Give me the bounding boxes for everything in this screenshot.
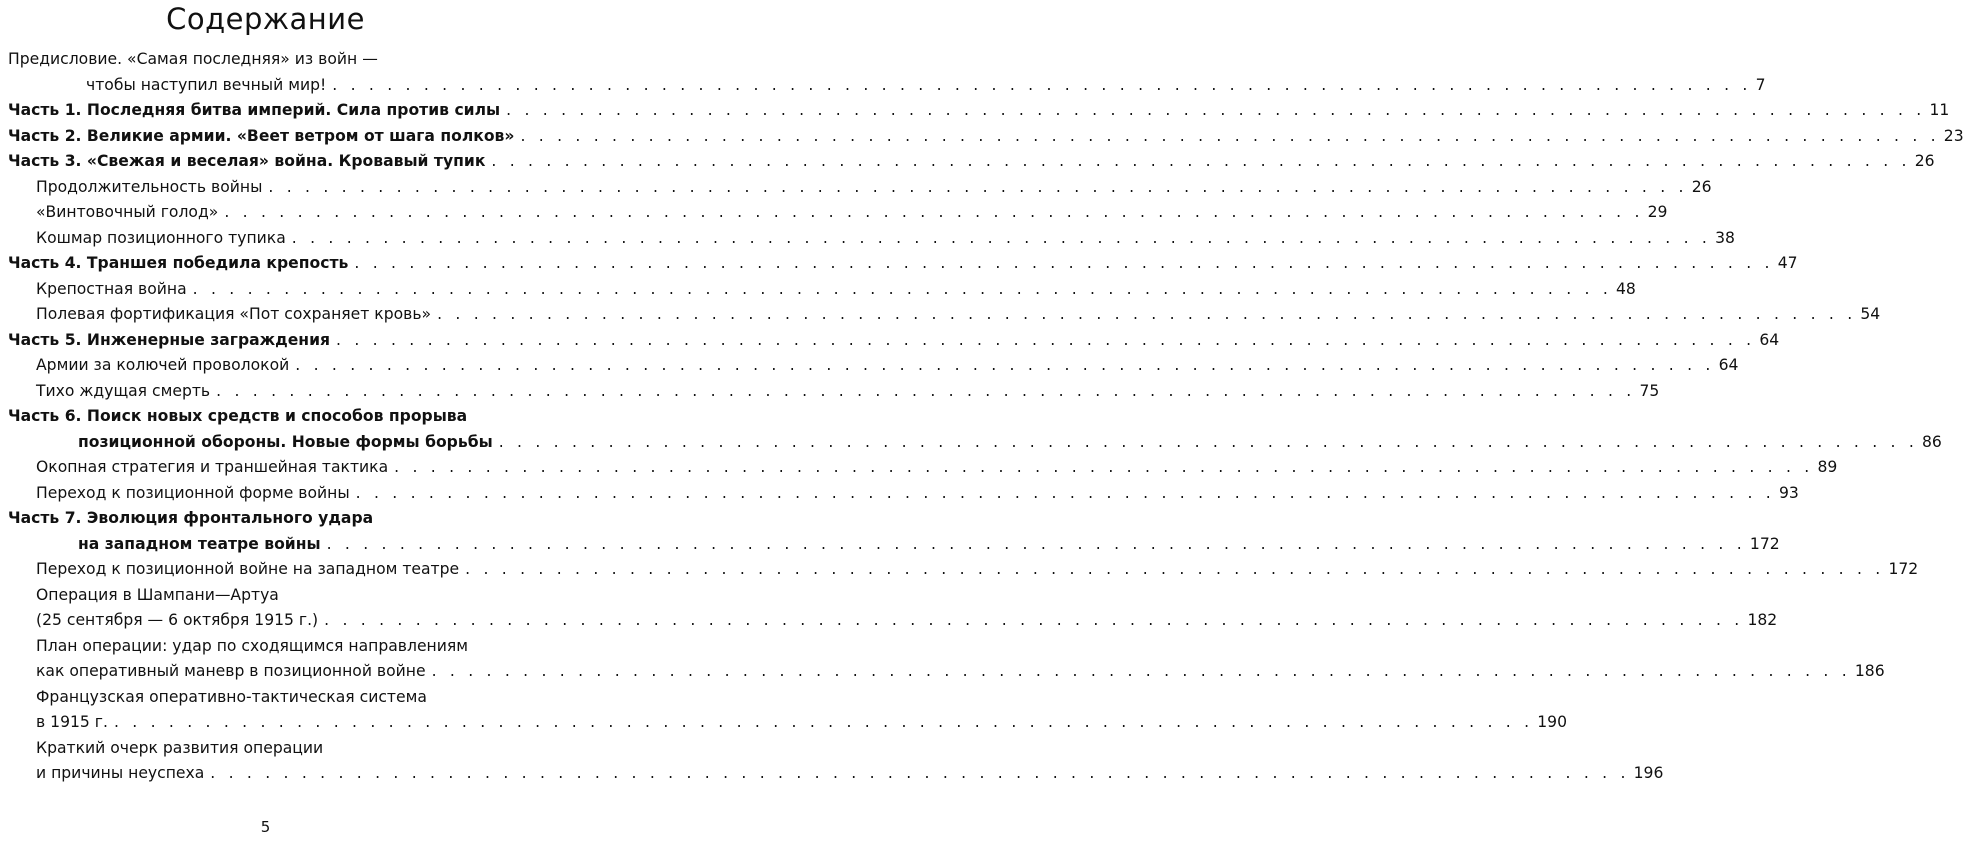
- toc-line: [8, 481, 1799, 507]
- toc-entry-title: Часть 5. Инженерные заграждения: [8, 330, 331, 349]
- toc-entry-part-2[interactable]: [8, 124, 1964, 150]
- toc-page-number: 89: [1817, 458, 1838, 476]
- toc-entry-title: Часть 2. Великие армии. «Веет ветром от шага полков»: [8, 126, 515, 145]
- toc-page-number: 26: [1691, 177, 1712, 196]
- toc-line: [8, 659, 1885, 685]
- toc-line: [8, 226, 1735, 252]
- toc-subentry-title: Французская оперативно-тактическая система: [36, 687, 427, 706]
- toc-subentry[interactable]: [8, 557, 1919, 583]
- toc-line: [8, 175, 1712, 201]
- toc-page-number: 186: [1854, 662, 1885, 680]
- table-of-contents: [8, 47, 1964, 787]
- toc-page-number: 190: [1537, 713, 1568, 731]
- toc-entry-title: Часть 7. Эволюция фронтального удара: [8, 509, 374, 527]
- toc-line: [8, 124, 1964, 150]
- dot-leader: [336, 328, 1755, 354]
- toc-line: [8, 328, 1780, 354]
- dot-leader: [356, 481, 1775, 507]
- toc-entry-part-6[interactable]: [8, 404, 1942, 455]
- toc-line: [8, 353, 1739, 379]
- toc-entry-title: Часть 3. «Свежая и веселая» война. Кровавый тупик: [8, 152, 486, 170]
- toc-subentry-title-cont: как оперативный маневр в позиционной войне: [36, 662, 426, 680]
- dot-leader: [520, 124, 1939, 150]
- toc-subentry-title: «Винтовочный голод»: [36, 203, 219, 221]
- toc-subentry-title-cont: в 1915 г.: [36, 713, 108, 731]
- toc-line: [8, 430, 1942, 456]
- toc-page-number: 48: [1615, 279, 1636, 298]
- toc-entry-title: Часть 4. Траншея победила крепость: [8, 254, 349, 272]
- toc-page-number: 7: [1755, 75, 1766, 94]
- toc-line: [8, 379, 1660, 405]
- dot-leader: [114, 710, 1533, 736]
- toc-line: [8, 200, 1668, 226]
- toc-subentry-title: Полевая фортификация «Пот сохраняет кровь»: [36, 305, 432, 323]
- toc-subentry-title-cont: (25 сентября — 6 октября 1915 г.): [36, 611, 319, 629]
- toc-subentry[interactable]: [8, 583, 1778, 634]
- dot-leader: [394, 455, 1813, 481]
- toc-subentry[interactable]: [8, 634, 1885, 685]
- toc-entry-title: Часть 1. Последняя битва империй. Сила против силы: [8, 101, 501, 119]
- toc-line: [8, 583, 523, 609]
- toc-subentry-title: Переход к позиционной форме войны: [36, 483, 350, 502]
- toc-line: [8, 98, 1950, 124]
- toc-line: [8, 685, 523, 711]
- toc-page-number: 47: [1777, 254, 1798, 272]
- toc-line: [8, 455, 1838, 481]
- dot-leader: [324, 608, 1743, 634]
- toc-subentry-title: Окопная стратегия и траншейная тактика: [36, 458, 389, 476]
- dot-leader: [210, 761, 1629, 787]
- toc-subentry[interactable]: [8, 277, 1636, 303]
- toc-entry-title: Часть 6. Поиск новых средств и способов прорыва: [8, 407, 468, 425]
- toc-line: [8, 47, 523, 73]
- dot-leader: [292, 226, 1711, 252]
- toc-page-number: 29: [1647, 203, 1668, 221]
- toc-subentry-title-cont: и причины неуспеха: [36, 764, 205, 782]
- toc-line: [8, 710, 1568, 736]
- toc-page-number: 64: [1718, 356, 1739, 374]
- toc-subentry[interactable]: [8, 481, 1799, 507]
- toc-subentry-title: Продолжительность войны: [36, 177, 263, 196]
- toc-entry-title-cont: на западном театре войны: [78, 534, 321, 553]
- toc-line: [8, 532, 1780, 558]
- toc-page-number: 11: [1929, 101, 1950, 119]
- toc-page-number: 75: [1639, 381, 1660, 400]
- toc-subentry-title: Переход к позиционной войне на западном театре: [36, 560, 460, 578]
- toc-subentry[interactable]: [8, 353, 1739, 379]
- toc-entry-part-4[interactable]: [8, 251, 1798, 277]
- dot-leader: [432, 659, 1851, 685]
- page-number: 5: [260, 818, 271, 836]
- dot-leader: [193, 277, 1612, 303]
- dot-leader: [491, 149, 1910, 175]
- dot-leader: [354, 251, 1773, 277]
- toc-entry-preface[interactable]: [8, 47, 1766, 98]
- dot-leader: [437, 302, 1856, 328]
- toc-subentry-title: Армии за колючей проволокой: [36, 356, 290, 374]
- toc-subentry[interactable]: [8, 226, 1735, 252]
- toc-line: [8, 608, 1778, 634]
- toc-line: [8, 557, 1919, 583]
- toc-subentry-title: План операции: удар по сходящимся направлениям: [36, 636, 469, 655]
- toc-subentry-title: Кошмар позиционного тупика: [36, 228, 286, 247]
- toc-line: [8, 149, 1935, 175]
- toc-page-number: 196: [1633, 764, 1664, 782]
- toc-line: [8, 761, 1664, 787]
- toc-subentry-title: Тихо ждущая смерть: [36, 381, 211, 400]
- toc-line: [8, 736, 523, 762]
- toc-subentry[interactable]: [8, 175, 1712, 201]
- toc-subentry-title: Крепостная война: [36, 279, 187, 298]
- dot-leader: [216, 379, 1635, 405]
- toc-line: [8, 404, 523, 430]
- toc-page-number: 182: [1747, 611, 1778, 629]
- toc-entry-part-1[interactable]: [8, 98, 1950, 124]
- dot-leader: [224, 200, 1643, 226]
- toc-page-number: 86: [1922, 432, 1942, 451]
- page-title: Содержание: [166, 2, 365, 36]
- toc-entry-part-3[interactable]: [8, 149, 1935, 175]
- dot-leader: [295, 353, 1714, 379]
- toc-page-number: 54: [1860, 305, 1881, 323]
- toc-subentry[interactable]: [8, 200, 1668, 226]
- toc-page-number: 26: [1914, 152, 1935, 170]
- toc-line: [8, 302, 1881, 328]
- toc-page-number: 23: [1943, 126, 1964, 145]
- toc-line: [8, 634, 523, 660]
- toc-subentry-title: Краткий очерк развития операции: [36, 738, 324, 757]
- toc-subentry[interactable]: [8, 302, 1881, 328]
- dot-leader: [268, 175, 1687, 201]
- toc-subentry-title: Операция в Шампани—Артуа: [36, 585, 279, 604]
- toc-page-number: 93: [1778, 483, 1799, 502]
- toc-page-number: 172: [1749, 534, 1780, 553]
- toc-entry-part-7[interactable]: [8, 506, 1780, 557]
- toc-subentry[interactable]: [8, 455, 1838, 481]
- toc-page-number: 64: [1759, 330, 1780, 349]
- toc-line: [8, 277, 1636, 303]
- dot-leader: [506, 98, 1925, 124]
- toc-entry-title-cont: позиционной обороны. Новые формы борьбы: [78, 432, 493, 451]
- dot-leader: [465, 557, 1884, 583]
- toc-entry-title: Предисловие. «Самая последняя» из войн —: [8, 50, 378, 68]
- toc-subentry[interactable]: [8, 379, 1660, 405]
- dot-leader: [332, 73, 1751, 99]
- dot-leader: [499, 430, 1918, 456]
- toc-page-number: 172: [1888, 560, 1919, 578]
- toc-line: [8, 251, 1798, 277]
- toc-page-number: 38: [1715, 228, 1735, 247]
- dot-leader: [327, 532, 1746, 558]
- toc-line: [8, 506, 523, 532]
- toc-entry-title-cont: чтобы наступил вечный мир!: [86, 75, 327, 94]
- toc-subentry[interactable]: [8, 736, 1664, 787]
- toc-subentry[interactable]: [8, 685, 1568, 736]
- toc-entry-part-5[interactable]: [8, 328, 1780, 354]
- toc-line: [8, 73, 1766, 99]
